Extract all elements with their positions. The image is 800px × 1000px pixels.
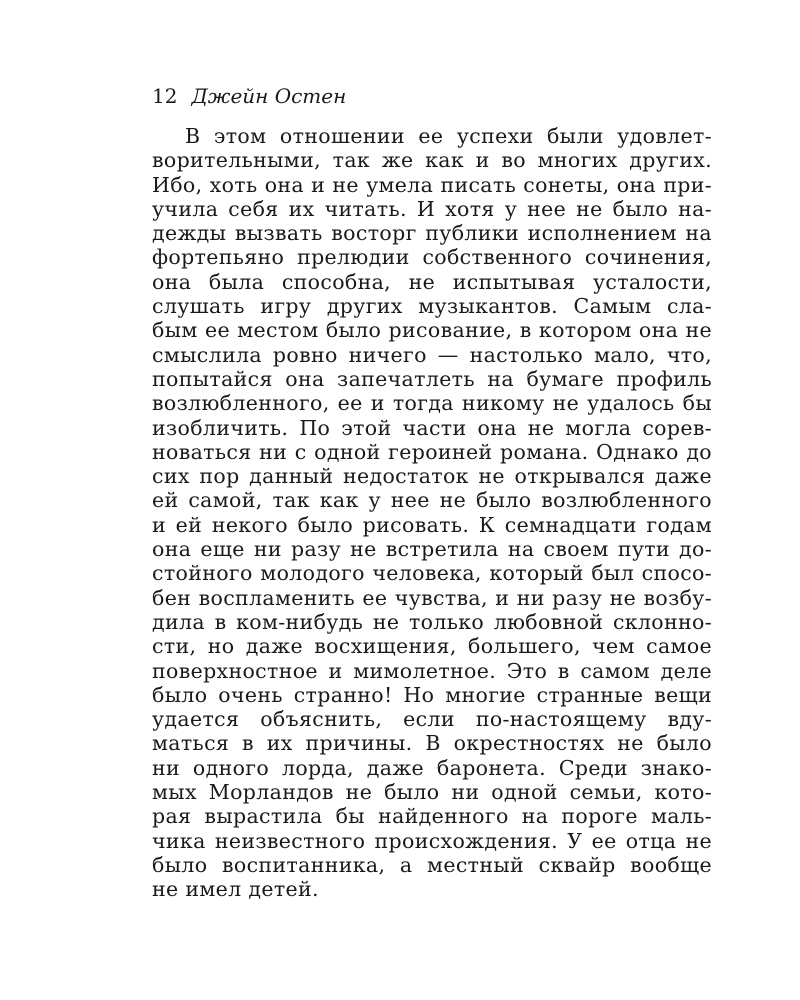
- text-line: бым ее местом было рисование, в котором она не: [152, 318, 712, 343]
- text-line: и ей некого было рисовать. К семнадцати годам: [152, 512, 712, 537]
- text-line: новаться ни с одной героиней романа. Однако до: [152, 439, 712, 464]
- text-line: попытайся она запечатлеть на бумаге профиль: [152, 366, 712, 391]
- text-line: не имел детей.: [152, 877, 319, 902]
- text-line: стойного молодого человека, который был спосо-: [152, 561, 712, 586]
- text-line: слушать игру других музыкантов. Самым сла-: [152, 294, 712, 319]
- body-text: [152, 124, 712, 902]
- text-line: рая вырастила бы найденного на пороге маль-: [152, 804, 712, 829]
- text-line: В этом отношении ее успехи были удовлет-: [185, 124, 712, 148]
- text-line: смыслила ровно ничего — настолько мало, что,: [152, 342, 712, 367]
- text-line: учила себя их читать. И хотя у нее не было на-: [152, 196, 712, 221]
- text-line: изобличить. По этой части она не могла сорев-: [152, 415, 712, 440]
- text-line: она еще ни разу не встретила на своем пути до-: [152, 537, 712, 562]
- text-line: дежды вызвать восторг публики исполнением на: [152, 221, 712, 246]
- text-line: Ибо, хоть она и не умела писать сонеты, она при-: [152, 172, 712, 197]
- page-number: 12: [152, 84, 178, 108]
- text-line: ей самой, так как у нее не было возлюбленного: [152, 488, 712, 513]
- text-line: маться в их причины. В окрестностях не было: [152, 731, 712, 756]
- text-line: она была способна, не испытывая усталости,: [152, 269, 712, 294]
- text-line: ворительными, так же как и во многих других.: [152, 148, 712, 173]
- text-line: было очень странно! Но многие странные вещи: [152, 682, 712, 707]
- text-line: бен воспламенить ее чувства, и ни разу не возбу-: [152, 585, 712, 610]
- text-line: сти, но даже восхищения, большего, чем самое: [152, 634, 712, 659]
- text-line: мых Морландов не было ни одной семьи, кото-: [152, 780, 712, 805]
- text-line: было воспитанника, а местный сквайр вообще: [152, 852, 712, 877]
- running-title: Джейн Остен: [191, 84, 347, 108]
- text-line: поверхностное и мимолетное. Это в самом деле: [152, 658, 712, 683]
- text-line: фортепьяно прелюдии собственного сочинения,: [152, 245, 712, 270]
- text-line: возлюбленного, ее и тогда никому не удалось бы: [152, 391, 712, 416]
- text-line: удается объяснить, если по-настоящему вду-: [152, 707, 712, 732]
- text-line: ни одного лорда, даже баронета. Среди знако-: [152, 755, 712, 780]
- running-head: [152, 84, 346, 108]
- text-line: дила в ком-нибудь не только любовной склонно-: [152, 609, 712, 634]
- text-line: сих пор данный недостаток не открывался даже: [152, 464, 712, 489]
- text-line: чика неизвестного происхождения. У ее отца не: [152, 828, 712, 853]
